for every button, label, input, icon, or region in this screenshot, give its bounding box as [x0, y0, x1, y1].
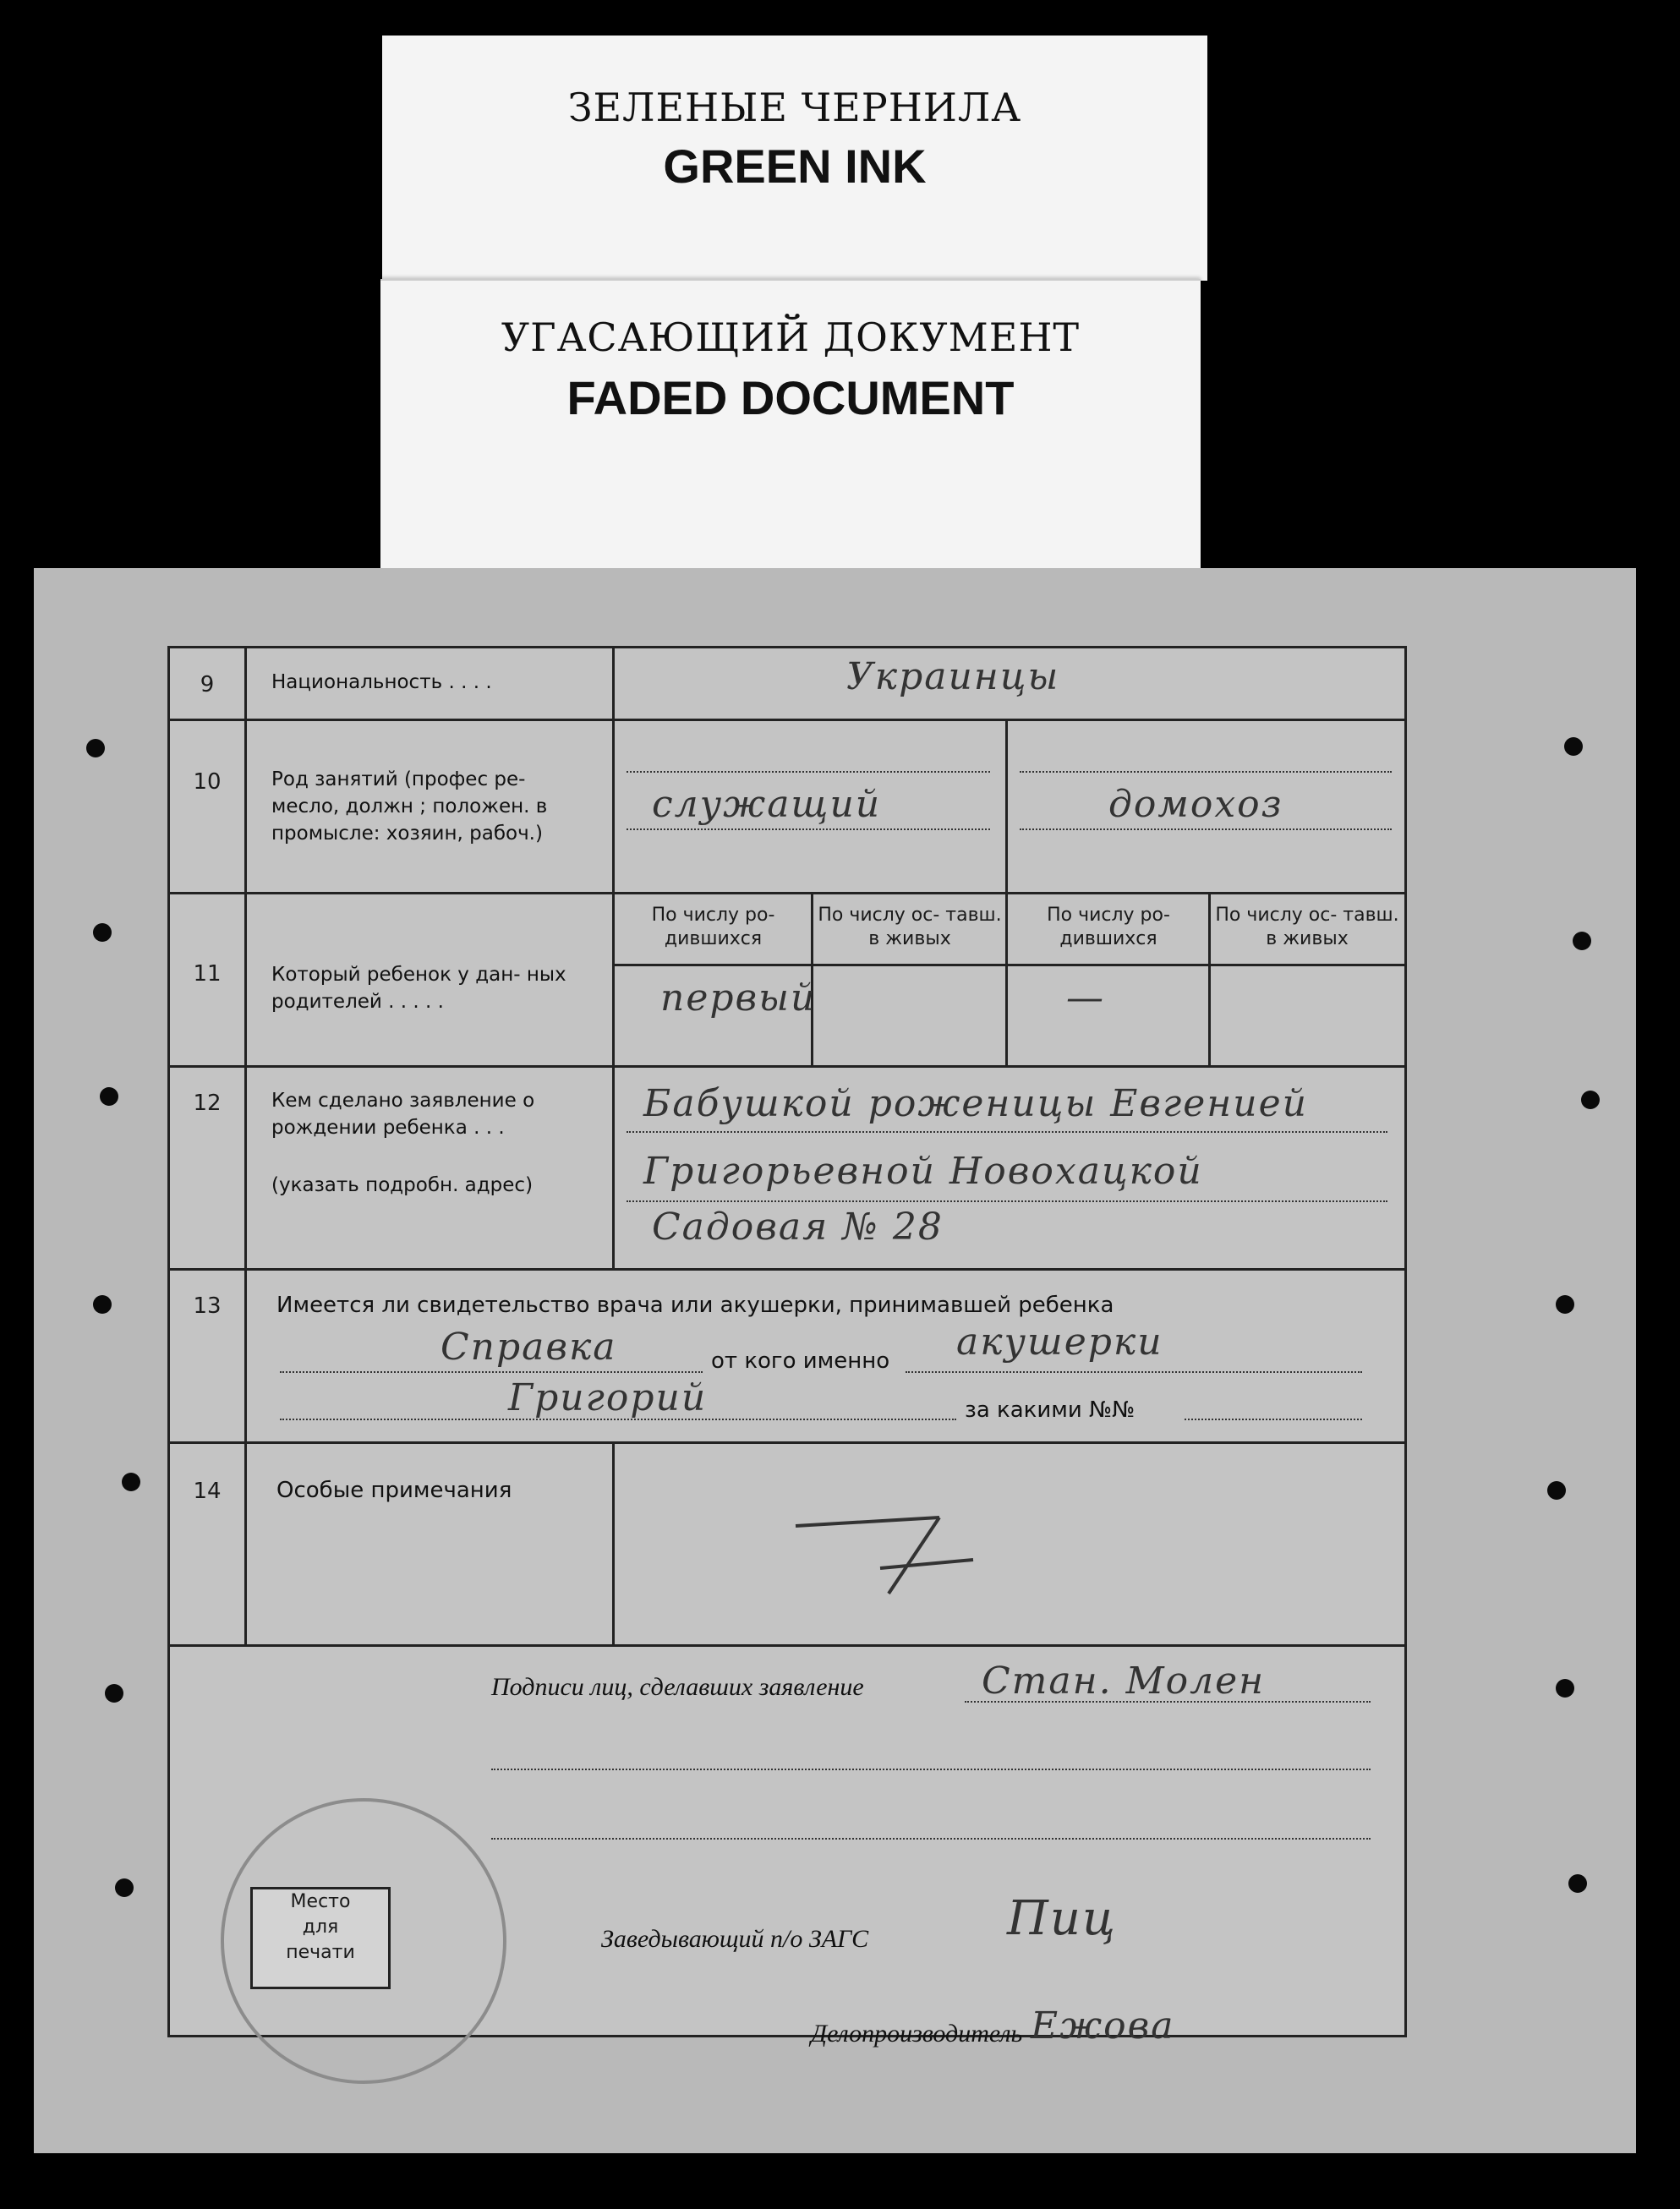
certificate-type-value: Справка [441, 1326, 617, 1369]
which-numbers-label: за какими №№ [965, 1397, 1136, 1423]
punch-hole [93, 923, 112, 942]
alive-count-header: По числу ос- тавш. в живых [818, 905, 1002, 949]
punch-hole [93, 1295, 112, 1314]
faded-document-ru: УГАСАЮЩИЙ ДОКУМЕНТ [501, 314, 1081, 360]
row-number: 11 [193, 961, 222, 987]
punch-hole [1556, 1679, 1574, 1698]
green-ink-en: GREEN INK [663, 139, 927, 193]
punch-hole [1581, 1091, 1600, 1109]
row-certificate [170, 1268, 1404, 1444]
punch-hole [122, 1473, 140, 1491]
faded-document-en: FADED DOCUMENT [566, 371, 1015, 424]
born-count-header-2: По числу ро- дившихся [1047, 905, 1170, 949]
punch-hole [1568, 1874, 1587, 1893]
row-number: 9 [200, 672, 215, 697]
declarant-label: Кем сделано заявление о рождении ребенка . . . [271, 1090, 535, 1139]
address-label: (указать подробн. адрес) [271, 1174, 534, 1196]
registrar-head-signature: Пиц [1007, 1891, 1117, 1946]
strike-through-mark [762, 1475, 1015, 1602]
punch-hole [105, 1684, 123, 1703]
clerk-signature: Ежова [1031, 2004, 1175, 2048]
nationality-label: Национальность . . . . [271, 671, 492, 693]
row-number: 14 [193, 1479, 222, 1504]
child-order-label: Который ребенок у дан- ных родителей . . . . . [271, 964, 566, 1013]
punch-hole [115, 1878, 134, 1897]
child-order-value: первый [660, 976, 817, 1020]
applicants-signature: Стан. Молен [982, 1659, 1266, 1703]
punch-hole [86, 739, 105, 757]
row-number: 10 [193, 769, 222, 795]
row-nationality [170, 648, 1404, 721]
row-number: 12 [193, 1091, 222, 1116]
occupation-label: Род занятий (профес ре- месло, должн ; положен. в промысле: хозяин, рабоч.) [271, 768, 548, 845]
green-ink-card [382, 36, 1207, 281]
notes-label: Особые примечания [276, 1478, 512, 1503]
punch-hole [1547, 1481, 1566, 1500]
from-whom-label: от кого именно [711, 1348, 890, 1374]
row-child-order [170, 892, 1404, 1068]
applicants-signature-label: Подписи лиц, сделавших заявление [491, 1673, 864, 1701]
occupation-father-value: служащий [652, 783, 882, 826]
certificate-name-value: Григорий [508, 1376, 708, 1419]
occupation-mother-value: домохоз [1108, 783, 1283, 826]
faded-document-card [380, 279, 1201, 568]
seal-place-box: Место для печати [250, 1887, 391, 1989]
birth-record-form [167, 646, 1407, 2048]
alive-count-header-2: По числу ос- тавш. в живых [1215, 905, 1399, 949]
punch-hole [1564, 737, 1583, 756]
clerk-label: Делопроизводитель [811, 2020, 1023, 2048]
punch-hole [100, 1087, 118, 1106]
declarant-line3: Садовая № 28 [652, 1206, 944, 1249]
row-notes [170, 1441, 1404, 1647]
document-sheet [34, 568, 1636, 2153]
row-occupation [170, 719, 1404, 894]
row-declarant [170, 1065, 1404, 1271]
punch-hole [1573, 932, 1591, 950]
child-order-dash: — [1066, 976, 1105, 1020]
registrar-head-label: Заведывающий п/о ЗАГС [601, 1925, 869, 1953]
green-ink-ru: ЗЕЛЕНЫЕ ЧЕРНИЛА [567, 85, 1022, 130]
declarant-line1: Бабушкой роженицы Евгенией [643, 1082, 1308, 1125]
certificate-issuer-value: акушерки [956, 1320, 1163, 1364]
nationality-value: Украинцы [846, 655, 1060, 698]
row-number: 13 [193, 1293, 222, 1319]
born-count-header: По числу ро- дившихся [651, 905, 775, 949]
punch-hole [1556, 1295, 1574, 1314]
declarant-line2: Григорьевной Новохацкой [643, 1150, 1203, 1193]
certificate-label: Имеется ли свидетельство врача или акушерки, принимавшей ребенка [276, 1293, 1114, 1318]
